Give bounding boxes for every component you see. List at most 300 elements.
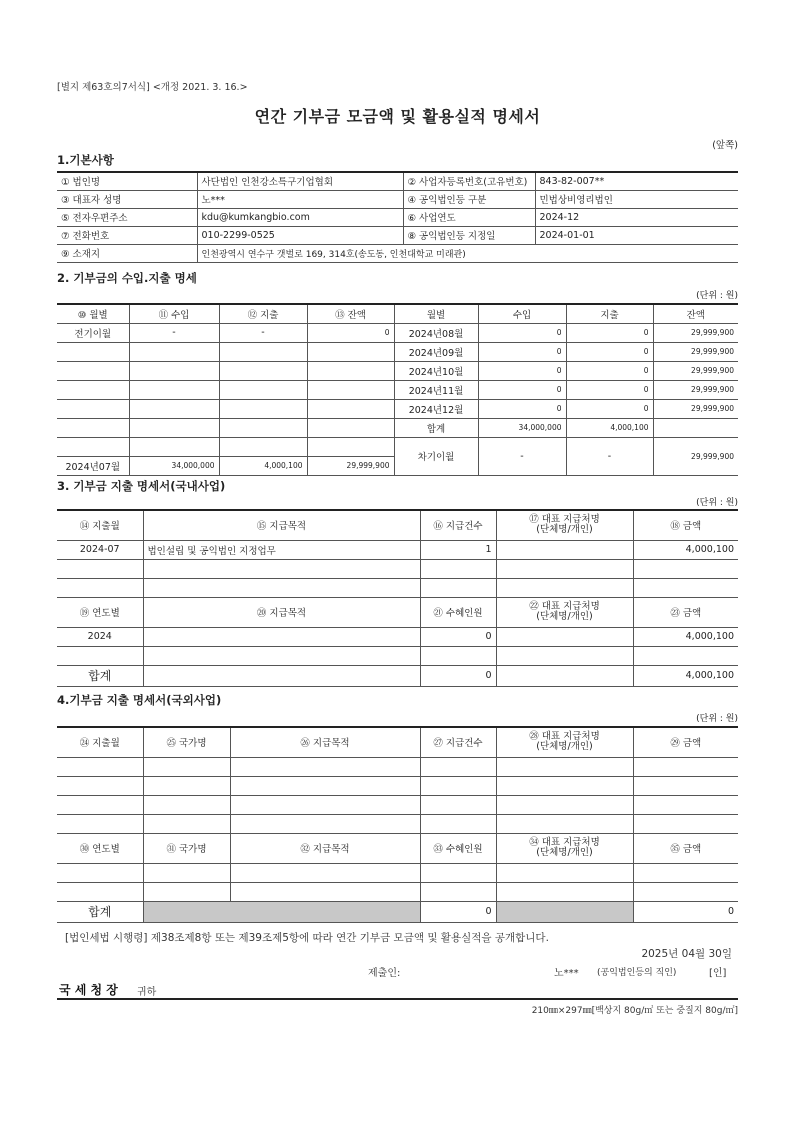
expense-cell-text: 0 (643, 328, 649, 337)
section-3-unit: (단위 : 원) (696, 498, 738, 508)
header-month (394, 304, 478, 323)
balance-cell (307, 456, 394, 475)
table-header-row (57, 510, 738, 540)
table-cell (496, 757, 633, 776)
amount-cell (633, 540, 738, 559)
field-value-text: 843-82-007** (539, 175, 605, 187)
table-cell (496, 795, 633, 814)
field-label-text: 전자우편주소 (72, 213, 128, 224)
field-label (403, 208, 535, 226)
total-label-text: 합계 (88, 905, 112, 919)
month-cell-text: 전기이월 (74, 328, 112, 340)
basic-info-row (57, 208, 738, 226)
item-number: ① (61, 177, 70, 189)
income-cell (478, 323, 566, 342)
table-cell (230, 795, 420, 814)
header-cell-text: 지급건수 (445, 738, 483, 750)
field-label-text: 사업연도 (419, 213, 456, 224)
monthly-row (57, 323, 738, 342)
header-balance-text: 잔액 (686, 309, 705, 321)
balance-cell (653, 399, 738, 418)
expense-row (57, 814, 738, 833)
header-cell-text: 연도별 (92, 608, 120, 619)
header-cell (496, 597, 633, 627)
field-value-text: 010-2299-0525 (201, 229, 275, 241)
total-count-text: 0 (485, 670, 492, 681)
item-number: ⑥ (407, 213, 417, 224)
item-number: ④ (407, 195, 417, 206)
expense-row (57, 559, 738, 578)
expense-cell-text: 0 (643, 404, 649, 413)
income-expense-table (57, 303, 738, 476)
expense-row (57, 578, 738, 597)
paper-size: 210㎜×297㎜[백상지 80g/㎡ 또는 중질지 80g/㎡] (531, 1006, 738, 1016)
balance-cell-text: 29,999,900 (691, 404, 734, 413)
submitter-name: 노*** (554, 968, 579, 979)
carryover-expense (566, 437, 653, 475)
header-month-text: 월별 (89, 309, 108, 321)
income-cell (129, 418, 219, 437)
header-cell-text: 대표 지급처명 (541, 731, 600, 743)
table-cell (420, 863, 496, 882)
table-cell (420, 882, 496, 901)
income-cell (478, 342, 566, 361)
table-cell (57, 578, 143, 597)
table-cell (57, 863, 143, 882)
table-cell (496, 814, 633, 833)
field-label (403, 226, 535, 244)
header-cell (496, 727, 633, 757)
table-cell (57, 776, 143, 795)
field-label (57, 172, 197, 190)
item-number: ⑮ (256, 521, 267, 533)
recipient-suffix: 귀하 (137, 987, 157, 998)
month-cell (57, 380, 129, 399)
total-amount-text: 0 (727, 906, 734, 917)
field-value (535, 226, 738, 244)
item-number: ⑱ (670, 521, 680, 533)
section-2-title: 2. 기부금의 수입.지출 명세 (57, 271, 197, 285)
table-cell (57, 882, 143, 901)
section-2-unit: (단위 : 원) (696, 291, 738, 301)
balance-cell-text: 0 (384, 328, 390, 337)
purpose-cell (143, 540, 420, 559)
header-cell-text: 대표 지급처명 (541, 601, 600, 613)
overseas-expense-table (57, 726, 738, 923)
field-label (57, 226, 197, 244)
header-cell-text: 금액 (682, 521, 702, 533)
table-header-row (57, 597, 738, 627)
submitter-role: (공익법인등의 직인) (597, 968, 677, 978)
field-value-text: 사단법인 인천강소특구기업협회 (201, 177, 333, 189)
header-cell (143, 727, 230, 757)
expense-row (57, 776, 738, 795)
table-cell (143, 795, 230, 814)
blank-shaded (496, 901, 633, 922)
header-cell-subtext: (단체명/개인) (536, 524, 593, 536)
item-number: ⑧ (407, 231, 417, 242)
header-cell (143, 597, 420, 627)
month-cell (394, 361, 478, 380)
month-cell (57, 342, 129, 361)
expense-row (57, 882, 738, 901)
carryover-income (478, 437, 566, 475)
table-cell (57, 559, 143, 578)
expense-cell-text: - (261, 327, 265, 338)
field-label (403, 172, 535, 190)
field-value-text: 노*** (201, 195, 225, 206)
field-label-text: 법인명 (72, 177, 101, 189)
total-row (57, 901, 738, 922)
item-number: ㉒ (529, 601, 539, 613)
income-cell-text: 0 (556, 328, 562, 337)
monthly-row (57, 437, 738, 456)
field-label (403, 190, 535, 208)
header-income (129, 304, 219, 323)
field-label (57, 190, 197, 208)
header-cell (230, 833, 420, 863)
header-cell-text: 금액 (682, 738, 702, 750)
header-balance (653, 304, 738, 323)
carryover-balance (653, 437, 738, 475)
expense-cell (566, 323, 653, 342)
header-expense-text: 지출 (260, 309, 279, 321)
table-header-row (57, 727, 738, 757)
header-cell (230, 727, 420, 757)
table-cell (496, 646, 633, 665)
balance-cell (307, 399, 394, 418)
header-income-text: 수입 (512, 309, 532, 321)
submission-date: 2025년 04월 30일 (641, 948, 732, 960)
expense-row (57, 646, 738, 665)
expense-row (57, 627, 738, 646)
balance-cell (653, 380, 738, 399)
header-cell (633, 833, 738, 863)
table-cell (57, 757, 143, 776)
header-cell (633, 510, 738, 540)
item-number: ㉕ (166, 738, 176, 750)
month-cell (57, 361, 129, 380)
balance-cell-text: 29,999,900 (691, 366, 734, 375)
field-value (535, 208, 738, 226)
expense-cell (219, 456, 307, 475)
table-cell (633, 776, 738, 795)
table-cell (420, 578, 496, 597)
expense-cell (566, 399, 653, 418)
table-cell (633, 814, 738, 833)
header-cell-text: 금액 (682, 844, 702, 855)
item-number: ⑪ (158, 309, 169, 321)
header-cell-text: 지출월 (92, 521, 120, 533)
total-label (57, 901, 143, 922)
item-number: ㉖ (300, 738, 310, 750)
table-cell (57, 795, 143, 814)
month-cell (394, 323, 478, 342)
table-cell (496, 882, 633, 901)
basic-info-row (57, 190, 738, 208)
income-cell-text: 34,000,000 (171, 461, 215, 470)
balance-cell (653, 323, 738, 342)
field-label-text: 사업자등록번호(고유번호) (419, 177, 528, 189)
item-number: ㉜ (300, 844, 310, 855)
income-cell-text: 0 (556, 385, 562, 394)
income-cell-text: 0 (556, 347, 562, 356)
table-cell (633, 882, 738, 901)
header-cell-text: 지급건수 (445, 521, 483, 533)
table-cell (420, 814, 496, 833)
legal-statement: [법인세법 시행령] 제38조제8항 또는 제39조제5항에 따라 연간 기부금 모금액 및 활용실적을 공개합니다. (65, 932, 549, 944)
item-number: ⑨ (61, 249, 70, 260)
month-cell-text: 2024년11월 (408, 385, 464, 397)
month-cell (57, 456, 129, 475)
amount-cell-text: 4,000,100 (685, 544, 734, 555)
address-row (57, 244, 738, 262)
expense-cell (219, 399, 307, 418)
header-cell-text: 지급목적 (269, 608, 307, 619)
header-cell-text: 지급목적 (312, 844, 350, 855)
month-cell (57, 437, 129, 456)
total-label-text: 합계 (426, 423, 446, 435)
submitter-label: 제출인: (368, 968, 401, 979)
header-income (478, 304, 566, 323)
header-cell-text: 지급목적 (269, 521, 307, 533)
month-cell-text: 2024년12월 (408, 404, 464, 416)
header-cell (57, 597, 143, 627)
item-number: ⑫ (247, 309, 258, 321)
header-cell-text: 대표 지급처명 (541, 837, 600, 849)
header-cell (57, 833, 143, 863)
expense-cell (219, 380, 307, 399)
item-number: ⑬ (335, 309, 345, 321)
table-cell (143, 559, 420, 578)
table-header-row (57, 304, 738, 323)
payee-cell (496, 627, 633, 646)
basic-info-table (57, 171, 738, 263)
table-cell (143, 882, 230, 901)
field-value-text: kdu@kumkangbio.com (201, 211, 310, 223)
header-cell (633, 597, 738, 627)
month-cell-text: 2024-07 (79, 544, 120, 555)
income-cell (478, 399, 566, 418)
monthly-row (57, 418, 738, 437)
field-value (197, 172, 403, 190)
item-number: ㉙ (670, 738, 680, 750)
header-cell-text: 대표 지급처명 (541, 514, 600, 526)
field-value-text: 2024-12 (539, 211, 580, 223)
item-number: ⑤ (61, 213, 70, 224)
table-cell (420, 776, 496, 795)
balance-cell-text: 29,999,900 (691, 385, 734, 394)
monthly-row (57, 342, 738, 361)
carryover-balance-text: 29,999,900 (691, 451, 734, 461)
expense-cell-text: 0 (643, 385, 649, 394)
table-cell (420, 757, 496, 776)
month-cell (394, 342, 478, 361)
field-label-text: 전화번호 (72, 231, 110, 242)
header-cell (420, 727, 496, 757)
field-label (57, 244, 197, 262)
header-cell-subtext: (단체명/개인) (536, 741, 593, 753)
header-cell-subtext: (단체명/개인) (536, 611, 593, 622)
balance-cell (307, 361, 394, 380)
total-balance (653, 418, 738, 437)
header-cell-text: 국가명 (178, 844, 207, 855)
balance-cell-text: 29,999,900 (346, 461, 390, 470)
income-cell (129, 399, 219, 418)
table-cell (496, 863, 633, 882)
header-balance-text: 잔액 (347, 309, 366, 321)
count-cell (420, 627, 496, 646)
amount-cell (633, 627, 738, 646)
month-cell (57, 418, 129, 437)
expense-cell-text: 4,000,100 (264, 461, 303, 470)
header-cell-text: 지급목적 (312, 738, 350, 750)
table-cell (230, 863, 420, 882)
item-number: ② (407, 177, 417, 189)
purpose-cell-text: 법인설립 및 공익법인 지정업무 (147, 545, 276, 557)
header-cell-text: 수혜인원 (445, 844, 483, 855)
carryover-label-text: 차기이월 (417, 452, 455, 463)
carryover-expense-text: - (607, 450, 612, 462)
income-cell-text: - (172, 327, 176, 338)
total-label (57, 665, 143, 686)
section-4-unit: (단위 : 원) (696, 714, 738, 724)
field-value (197, 190, 403, 208)
seal-mark: [인] (709, 968, 727, 979)
field-value (197, 226, 403, 244)
item-number: ⑲ (79, 608, 90, 619)
total-income-text: 34,000,000 (518, 423, 562, 432)
total-label-text: 합계 (88, 669, 112, 683)
income-cell (129, 342, 219, 361)
table-cell (496, 559, 633, 578)
document-title: 연간 기부금 모금액 및 활용실적 명세서 (254, 107, 541, 126)
income-cell (129, 323, 219, 342)
basic-info-row (57, 172, 738, 190)
total-label (394, 418, 478, 437)
item-number: ㉔ (79, 738, 90, 750)
table-cell (230, 882, 420, 901)
count-cell-text: 1 (485, 544, 492, 555)
section-3-title: 3. 기부금 지출 명세서(국내사업) (57, 479, 226, 493)
year-cell-text: 2024 (87, 631, 112, 642)
expense-cell (219, 323, 307, 342)
expense-cell (219, 361, 307, 380)
expense-cell-text: 0 (643, 366, 649, 375)
monthly-row (57, 380, 738, 399)
total-count (420, 901, 496, 922)
carryover-income-text: - (520, 450, 524, 462)
table-cell (143, 863, 230, 882)
total-count (420, 665, 496, 686)
item-number: ㉞ (529, 837, 539, 849)
header-cell-text: 국가명 (178, 738, 207, 750)
header-cell (57, 727, 143, 757)
table-cell (420, 559, 496, 578)
year-cell (57, 627, 143, 646)
item-number: ㉚ (79, 844, 90, 855)
expense-cell-text: 0 (643, 347, 649, 356)
item-number: ⑭ (79, 521, 90, 533)
item-number: ⑩ (77, 309, 87, 321)
count-cell-text: 0 (485, 631, 492, 642)
count-cell (420, 540, 496, 559)
field-value-text: 인천광역시 연수구 갯벌로 169, 314호(송도동, 인천대학교 미래관) (201, 249, 466, 260)
field-label-text: 공익법인등 지정일 (419, 231, 496, 242)
month-cell-text: 2024년09월 (408, 347, 464, 359)
header-cell (420, 597, 496, 627)
carryover-label (394, 437, 478, 475)
table-cell (57, 646, 143, 665)
table-cell (143, 757, 230, 776)
header-cell (420, 833, 496, 863)
table-header-row (57, 833, 738, 863)
expense-cell (566, 361, 653, 380)
header-cell-text: 금액 (682, 608, 702, 619)
purpose-cell (143, 665, 420, 686)
table-cell (420, 795, 496, 814)
section-4-title: 4.기부금 지출 명세서(국외사업) (57, 693, 222, 707)
month-cell-text: 2024년07월 (65, 461, 121, 473)
table-cell (143, 814, 230, 833)
payee-cell (496, 665, 633, 686)
header-cell-text: 연도별 (92, 844, 120, 855)
field-label-text: 대표자 성명 (72, 195, 122, 206)
table-cell (143, 646, 420, 665)
expense-row (57, 795, 738, 814)
total-amount (633, 901, 738, 922)
month-cell-text: 2024년10월 (408, 366, 464, 378)
item-number: ⑳ (256, 608, 267, 619)
income-cell-text: 0 (556, 366, 562, 375)
item-number: ㉛ (166, 844, 176, 855)
front-page-label: (앞쪽) (712, 140, 738, 151)
table-cell (143, 578, 420, 597)
month-cell (394, 380, 478, 399)
item-number: ㉗ (433, 738, 443, 750)
payee-cell (496, 540, 633, 559)
table-cell (57, 814, 143, 833)
header-balance (307, 304, 394, 323)
balance-cell-text: 29,999,900 (691, 347, 734, 356)
table-cell (230, 814, 420, 833)
header-cell (496, 833, 633, 863)
field-value-text: 민법상비영리법인 (539, 195, 613, 206)
header-expense (219, 304, 307, 323)
income-cell (129, 380, 219, 399)
balance-cell (307, 437, 394, 456)
table-cell (143, 776, 230, 795)
footer-rule (57, 998, 738, 1000)
field-label-text: 소재지 (72, 249, 101, 260)
item-number: ㉘ (529, 731, 539, 743)
header-cell (633, 727, 738, 757)
table-cell (633, 795, 738, 814)
header-income-text: 수입 (171, 309, 190, 321)
month-cell (394, 399, 478, 418)
item-number: ⑯ (433, 521, 443, 533)
total-count-text: 0 (485, 906, 492, 917)
income-cell-text: 0 (556, 404, 562, 413)
income-cell (478, 361, 566, 380)
purpose-cell (143, 627, 420, 646)
blank-shaded (143, 901, 420, 922)
balance-cell (307, 380, 394, 399)
header-cell-subtext: (단체명/개인) (536, 847, 593, 858)
field-label (57, 208, 197, 226)
header-month-text: 월별 (426, 309, 446, 321)
table-cell (633, 559, 738, 578)
